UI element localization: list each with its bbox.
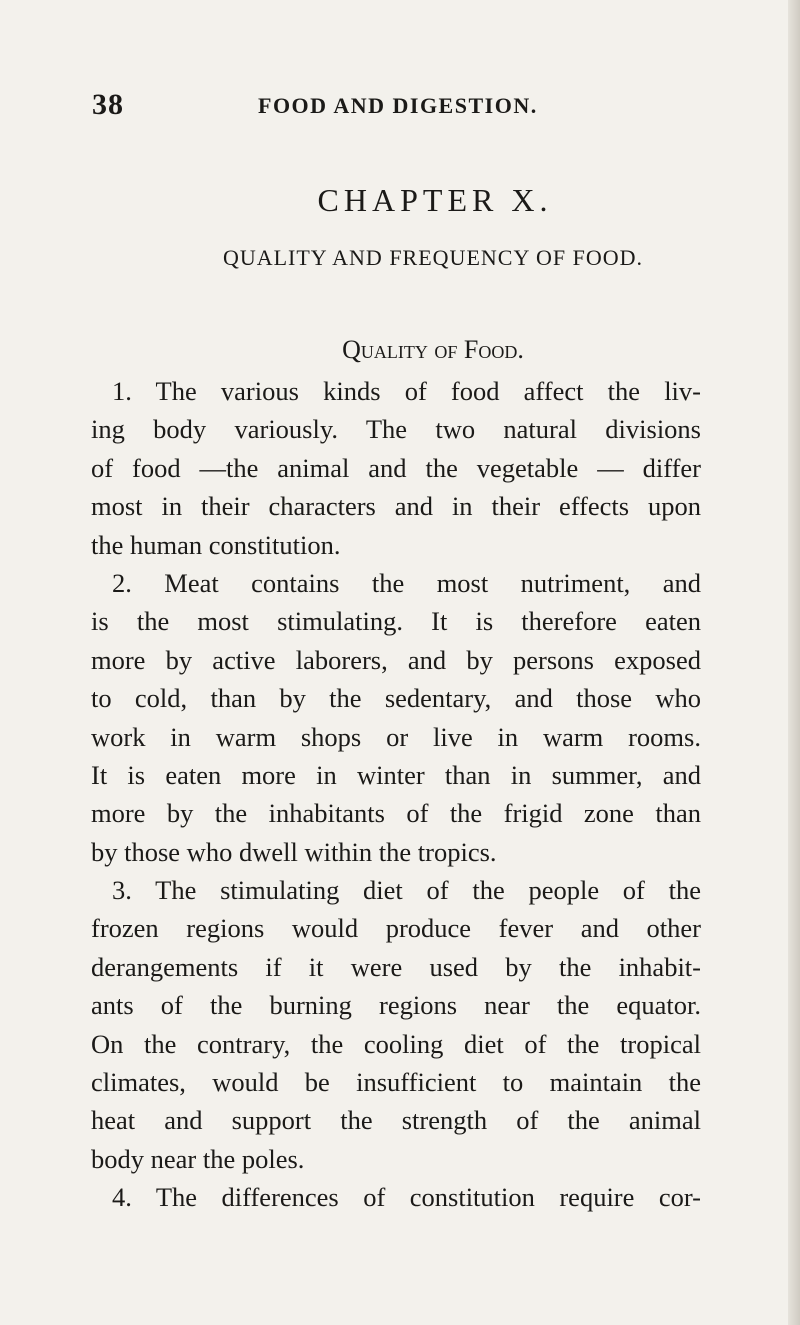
text-line: 2. Meat contains the most nutriment, and bbox=[112, 567, 701, 598]
text-line: most in their characters and in their effects upon bbox=[91, 491, 701, 522]
text-line: derangements if it were used by the inhabit- bbox=[91, 951, 701, 982]
text-line: It is eaten more in winter than in summer, and bbox=[91, 759, 701, 790]
chapter-title: CHAPTER X. bbox=[317, 182, 553, 218]
text-line: is the most stimulating. It is therefore eaten bbox=[91, 606, 701, 637]
text-line: ants of the burning regions near the equator. bbox=[91, 990, 701, 1021]
text-line: 1. The various kinds of food affect the liv- bbox=[112, 376, 701, 406]
text-line: by those who dwell within the tropics. bbox=[91, 836, 497, 867]
body-text bbox=[91, 372, 701, 1217]
text-line: ing body variously. The two natural divisions bbox=[91, 414, 701, 445]
running-title: FOOD AND DIGESTION. bbox=[258, 93, 538, 118]
text-line: On the contrary, the cooling diet of the tropical bbox=[91, 1028, 701, 1059]
text-line: to cold, than by the sedentary, and those who bbox=[91, 683, 701, 714]
text-line: body near the poles. bbox=[91, 1143, 305, 1174]
section-heading: Quality of Food. bbox=[342, 335, 524, 364]
text-line: of food —the animal and the vegetable — differ bbox=[91, 452, 701, 483]
page-number: 38 bbox=[92, 88, 124, 121]
text-line: more by the inhabitants of the frigid zone than bbox=[91, 798, 701, 829]
text-line: climates, would be insufficient to maintain the bbox=[91, 1067, 701, 1098]
chapter-subtitle: QUALITY AND FREQUENCY OF FOOD. bbox=[222, 245, 644, 270]
text-line: heat and support the strength of the animal bbox=[91, 1105, 701, 1136]
text-line: 4. The differences of constitution require cor- bbox=[112, 1182, 701, 1213]
text-line: 3. The stimulating diet of the people of the bbox=[112, 875, 701, 906]
text-line: work in warm shops or live in warm rooms. bbox=[91, 721, 701, 752]
text-line: frozen regions would produce fever and other bbox=[91, 913, 701, 944]
text-line: more by active laborers, and by persons exposed bbox=[91, 644, 701, 675]
text-line: the human constitution. bbox=[91, 529, 341, 560]
